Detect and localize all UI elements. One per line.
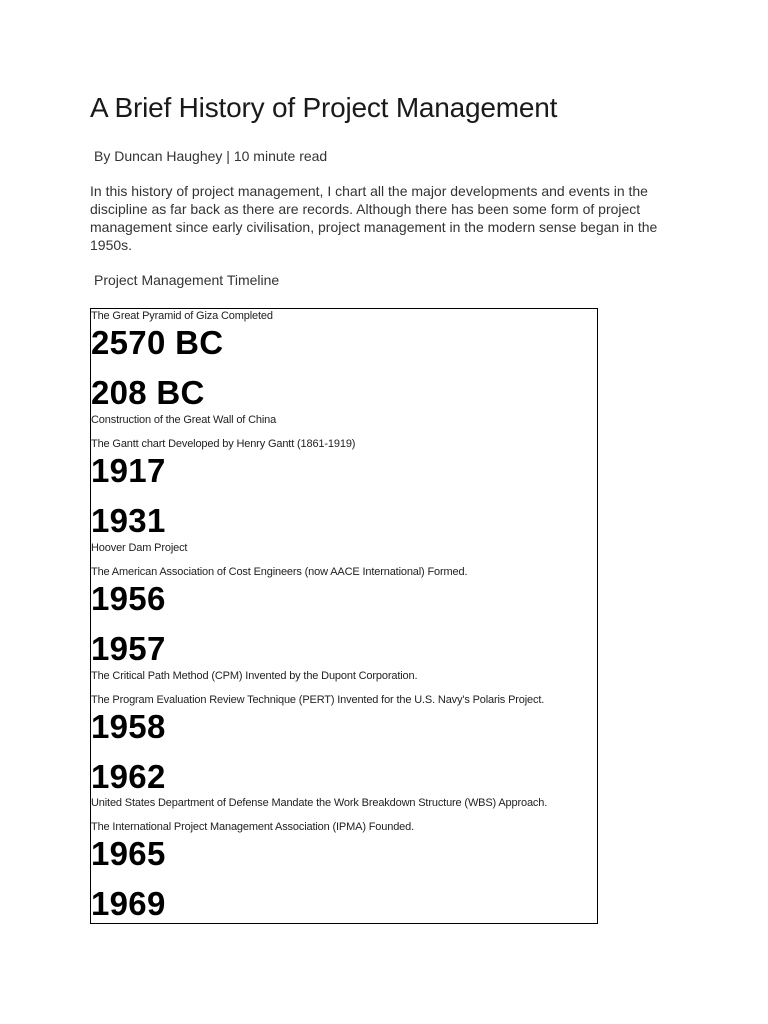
timeline-event: The Gantt chart Developed by Henry Gantt (1861-1919): [91, 438, 356, 450]
timeline-year: 1956: [91, 580, 166, 617]
timeline-year: 1965: [91, 835, 166, 872]
timeline-panel: [90, 308, 598, 924]
timeline-year: 1962: [91, 758, 166, 795]
timeline-year: 208 BC: [91, 374, 205, 411]
timeline-year: 1958: [91, 708, 166, 745]
timeline-year: 2570 BC: [91, 324, 224, 361]
timeline-event: United States Department of Defense Mandate the Work Breakdown Structure (WBS) Approach.: [91, 797, 548, 809]
timeline-year: 1931: [91, 502, 166, 539]
timeline-event: The Critical Path Method (CPM) Invented by the Dupont Corporation.: [91, 670, 418, 682]
timeline-heading: Project Management Timeline: [94, 272, 280, 288]
page-title: A Brief History of Project Management: [90, 92, 558, 123]
timeline-event: Construction of the Great Wall of China: [91, 414, 277, 426]
timeline-year: 1969: [91, 885, 166, 922]
byline: By Duncan Haughey | 10 minute read: [94, 148, 328, 164]
timeline-event: Hoover Dam Project: [91, 542, 188, 554]
timeline-event: The Program Evaluation Review Technique (PERT) Invented for the U.S. Navy's Polaris Project.: [91, 694, 545, 706]
timeline-event: The International Project Management Association (IPMA) Founded.: [91, 821, 415, 833]
timeline-event: The Great Pyramid of Giza Completed: [91, 310, 273, 322]
timeline-year: 1917: [91, 452, 166, 489]
intro-paragraph: In this history of project management, I chart all the major developments and events in the discipline as far back as there are records. Although there has been some form of project management since early civilisation, project management in the modern sense began in the 1950s.: [90, 183, 658, 253]
timeline-year: 1957: [91, 630, 166, 667]
timeline-event: The American Association of Cost Engineers (now AACE International) Formed.: [91, 566, 468, 578]
